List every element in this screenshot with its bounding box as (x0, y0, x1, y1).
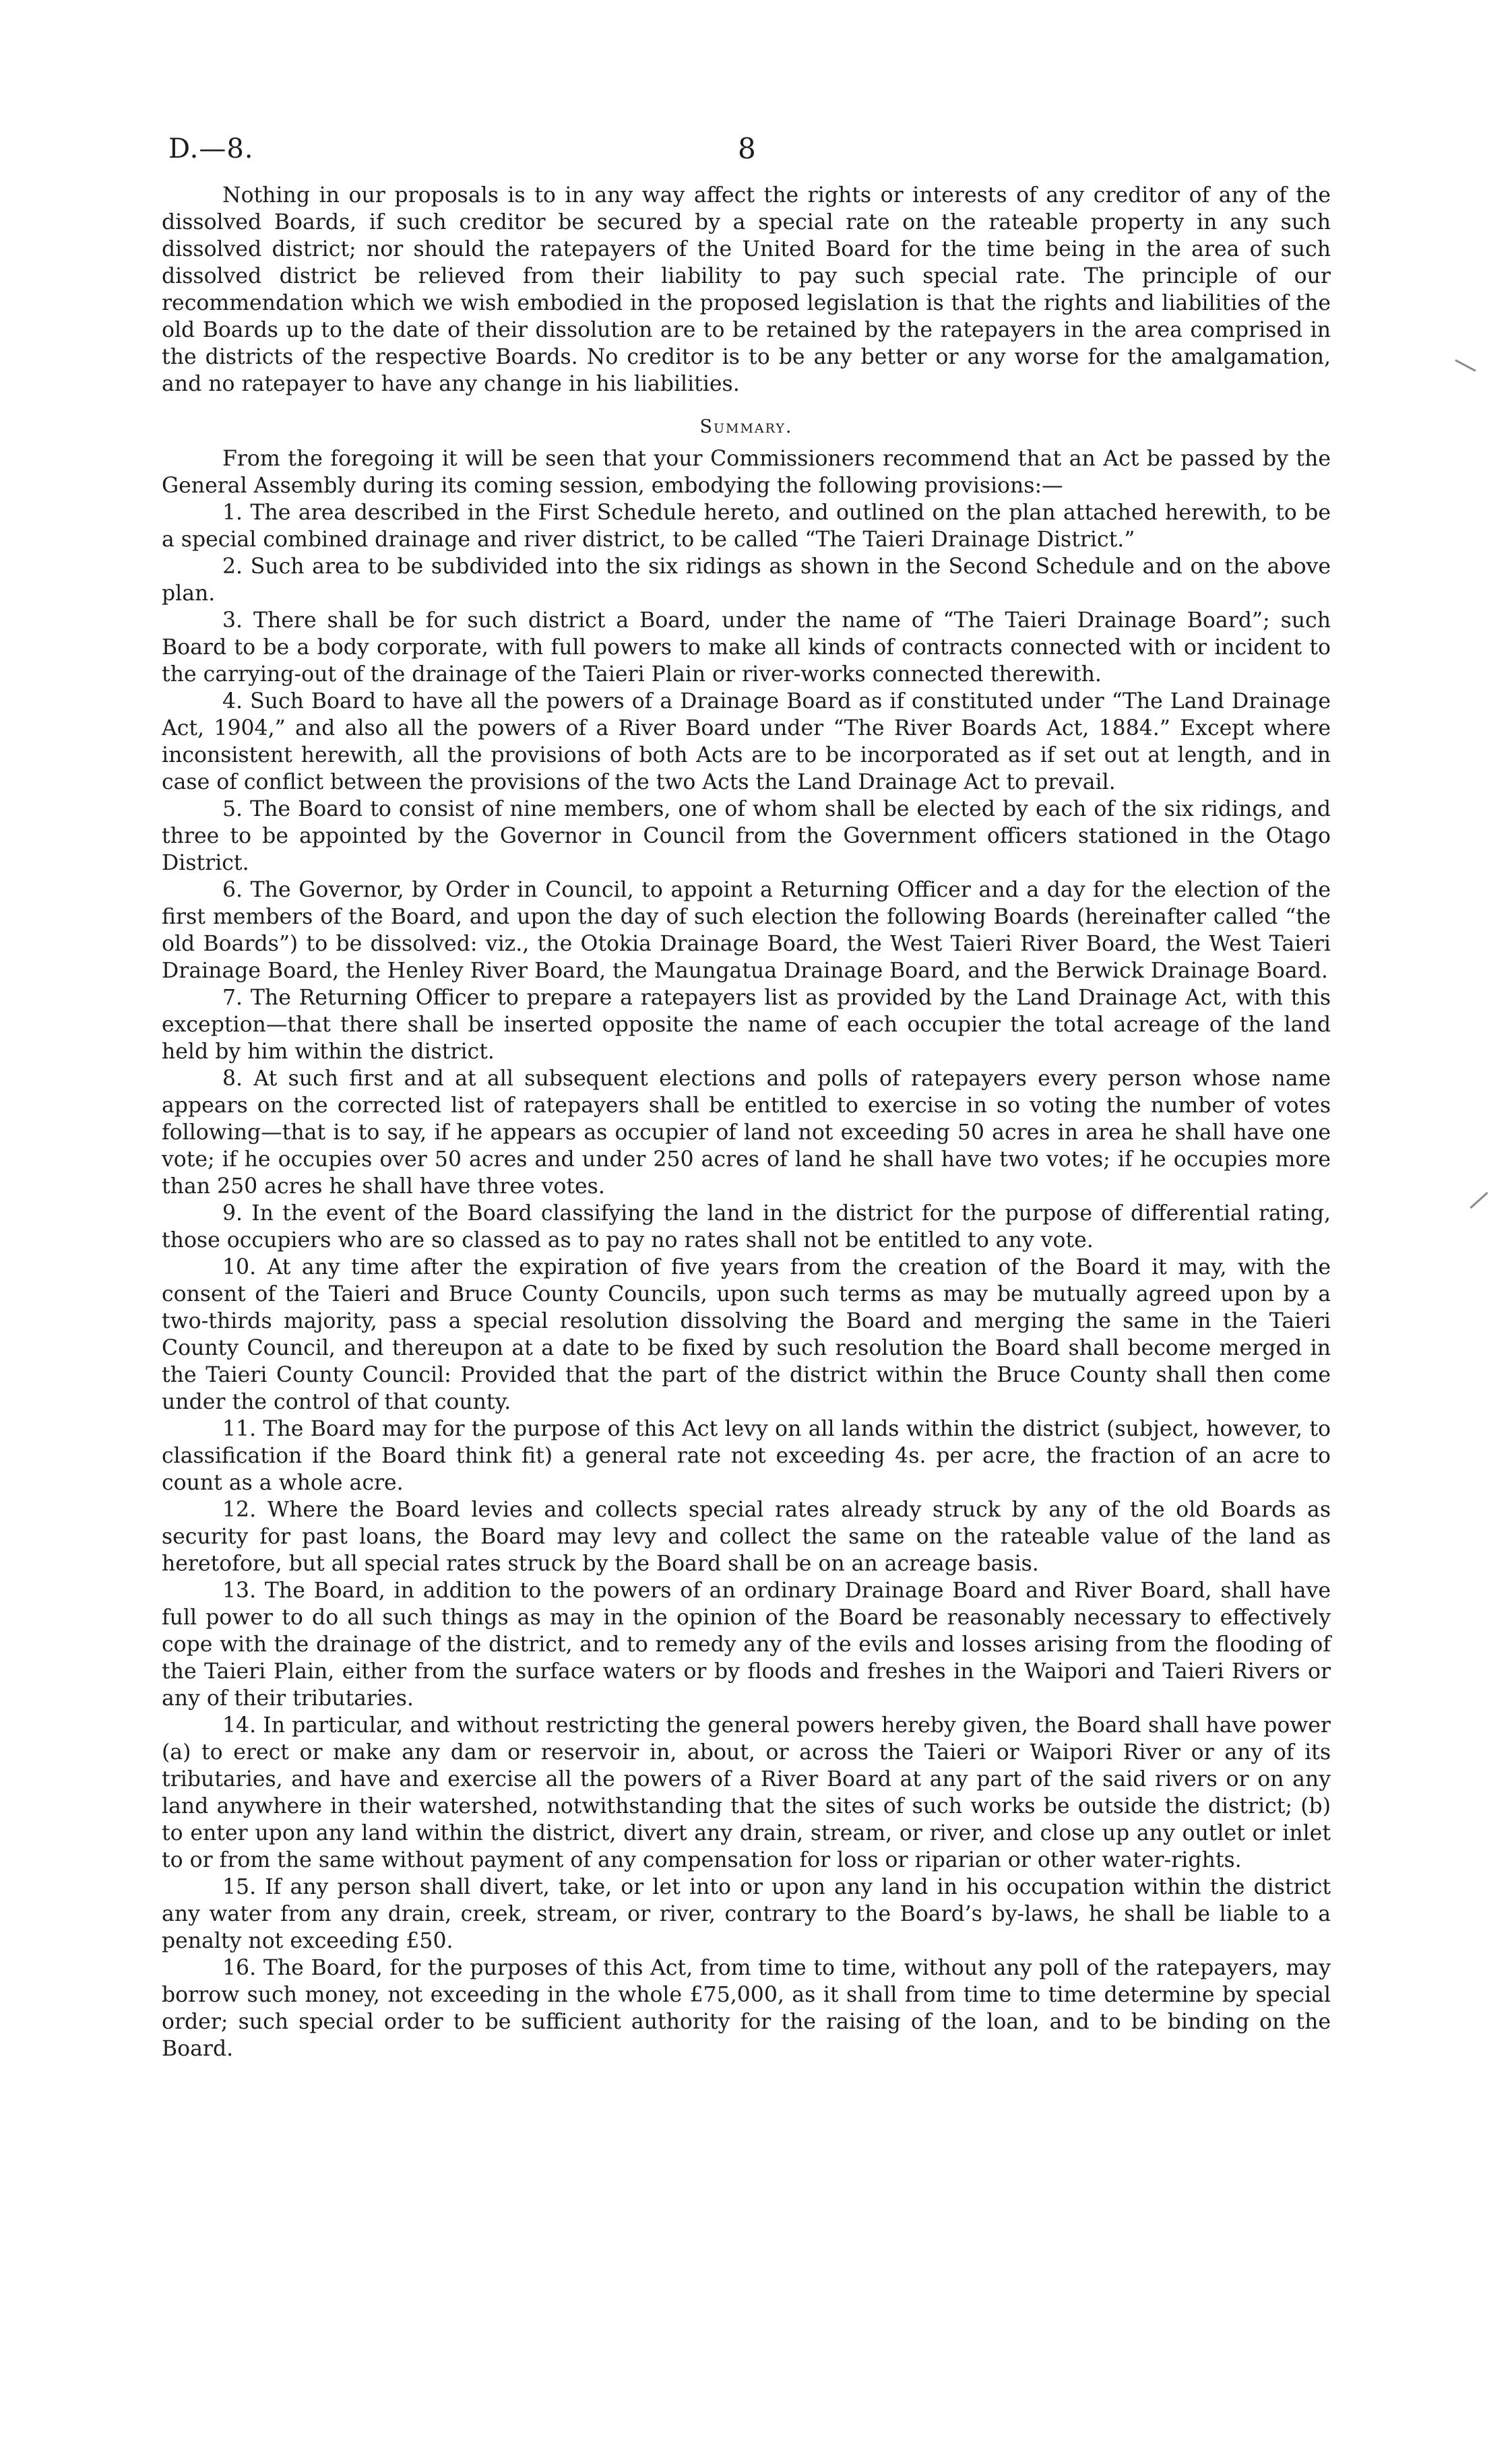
provision-item: 12. Where the Board levies and collects special rates already struck by any of the old Boards as security for past loans, the Board may levy and collect the same on the rateable value of the land as heretofore, but all special rates struck by the Board shall be on an acreage basis. (162, 1498, 1331, 1576)
provisions-list (162, 499, 1331, 2062)
summary-heading: Summary. (699, 416, 793, 437)
provision-item: 13. The Board, in addition to the powers of an ordinary Drainage Board and River Board, shall have full power to do all such things as may in the opinion of the Board be reasonably necessary to effectively cope with the drainage of the district, and to remedy any of the evils and losses arising from the flooding of the Taieri Plain, either from the surface waters or by floods and freshes in the Waipori and Taieri Rivers or any of their tributaries. (162, 1579, 1331, 1711)
intro-paragraph: Nothing in our proposals is to in any way affect the rights or interests of any creditor of any of the dissolved Boards, if such creditor be secured by a special rate on the rateable property in any such dissolved district; nor should the ratepayers of the United Board for the time being in the area of such dissolved district be relieved from their liability to pay such special rate. The principle of our recommendation which we wish embodied in the proposed legislation is that the rights and liabilities of the old Boards up to the date of their dissolution are to be retained by the ratepayers in the area comprised in the districts of the respective Boards. No creditor is to be any better or any worse for the amalgamation, and no ratepayer to have any change in his liabilities. (162, 183, 1331, 396)
document-page (162, 128, 1331, 2405)
margin-mark (1455, 359, 1476, 372)
provision-item: 3. There shall be for such district a Board, under the name of “The Taieri Drainage Board”; such Board to be a body corporate, with full powers to make all kinds of contracts connected with or incident to the carrying-out of the drainage of the Taieri Plain or river-works connected therewith. (162, 608, 1331, 687)
provision-item: 16. The Board, for the purposes of this Act, from time to time, without any poll of the ratepayers, may borrow such money, not exceeding in the whole £75,000, as it shall from time to time determine by special order; such special order to be sufficient authority for the raising of the loan, and to be binding on the Board. (162, 1956, 1331, 2061)
provision-item: 8. At such first and at all subsequent elections and polls of ratepayers every person whose name appears on the corrected list of ratepayers shall be entitled to exercise in so voting the number of votes following—that is to say, if he appears as occupier of land not exceeding 50 acres in area he shall have one vote; if he occupies over 50 acres and under 250 acres of land he shall have two votes; if he occupies more than 250 acres he shall have three votes. (162, 1067, 1331, 1199)
page-number: 8 (738, 132, 756, 165)
document-reference: D.—8. (168, 133, 254, 164)
provision-item: 10. At any time after the expiration of five years from the creation of the Board it may, with the consent of the Taieri and Bruce County Councils, upon such terms as may be mutually agreed upon by a two-thirds majority, pass a special resolution dissolving the Board and merging the same in the Taieri County Council, and thereupon at a date to be fixed by such resolution the Board shall become merged in the Taieri County Council: Provided that the part of the district within the Bruce County shall then come under the control of that county. (162, 1255, 1331, 1414)
margin-mark (1470, 1192, 1488, 1209)
page-header (162, 128, 1331, 182)
provision-item: 9. In the event of the Board classifying the land in the district for the purpose of differential rating, those occupiers who are so classed as to pay no rates shall not be entitled to any vote. (162, 1201, 1331, 1252)
provision-item: 14. In particular, and without restricting the general powers hereby given, the Board shall have power (a) to erect or make any dam or reservoir in, about, or across the Taieri or Waipori River or any of its tributaries, and have and exercise all the powers of a River Board at any part of the said rivers or on any land anywhere in their watershed, notwithstanding that the sites of such works be outside the district; (b) to enter upon any land within the district, divert any drain, stream, or river, and close up any outlet or inlet to or from the same without payment of any compensation for loss or riparian or other water-rights. (162, 1713, 1331, 1872)
provision-item: 2. Such area to be subdivided into the six ridings as shown in the Second Schedule and on the above plan. (162, 554, 1331, 606)
provision-item: 7. The Returning Officer to prepare a ratepayers list as provided by the Land Drainage Act, with this exception—that there shall be inserted opposite the name of each occupier the total acreage of the land held by him within the district. (162, 986, 1331, 1064)
provision-item: 6. The Governor, by Order in Council, to appoint a Returning Officer and a day for the election of the first members of the Board, and upon the day of such election the following Boards (hereinafter called “the old Boards”) to be dissolved: viz., the Otokia Drainage Board, the West Taieri River Board, the West Taieri Drainage Board, the Henley River Board, the Maungatua Drainage Board, and the Berwick Drainage Board. (162, 878, 1331, 983)
summary-intro: From the foregoing it will be seen that your Commissioners recommend that an Act be passed by the General Assembly during its coming session, embodying the following provisions:— (162, 447, 1331, 498)
provision-item: 15. If any person shall divert, take, or let into or upon any land in his occupation within the district any water from any drain, creek, stream, or river, contrary to the Board’s by-laws, he shall be liable to a penalty not exceeding £50. (162, 1875, 1331, 1953)
provision-item: 11. The Board may for the purpose of this Act levy on all lands within the district (subject, however, to classification if the Board think fit) a general rate not exceeding 4s. per acre, the fraction of an acre to count as a whole acre. (162, 1417, 1331, 1495)
provision-item: 5. The Board to consist of nine members, one of whom shall be elected by each of the six ridings, and three to be appointed by the Governor in Council from the Government officers stationed in the Otago District. (162, 797, 1331, 875)
provision-item: 4. Such Board to have all the powers of a Drainage Board as if constituted under “The Land Drainage Act, 1904,” and also all the powers of a River Board under “The River Boards Act, 1884.” Except where inconsistent herewith, all the provisions of both Acts are to be incorporated as if set out at length, and in case of conflict between the provisions of the two Acts the Land Drainage Act to prevail. (162, 689, 1331, 794)
provision-item: 1. The area described in the First Schedule hereto, and outlined on the plan attached herewith, to be a special combined drainage and river district, to be called “The Taieri Drainage District.” (162, 501, 1331, 552)
